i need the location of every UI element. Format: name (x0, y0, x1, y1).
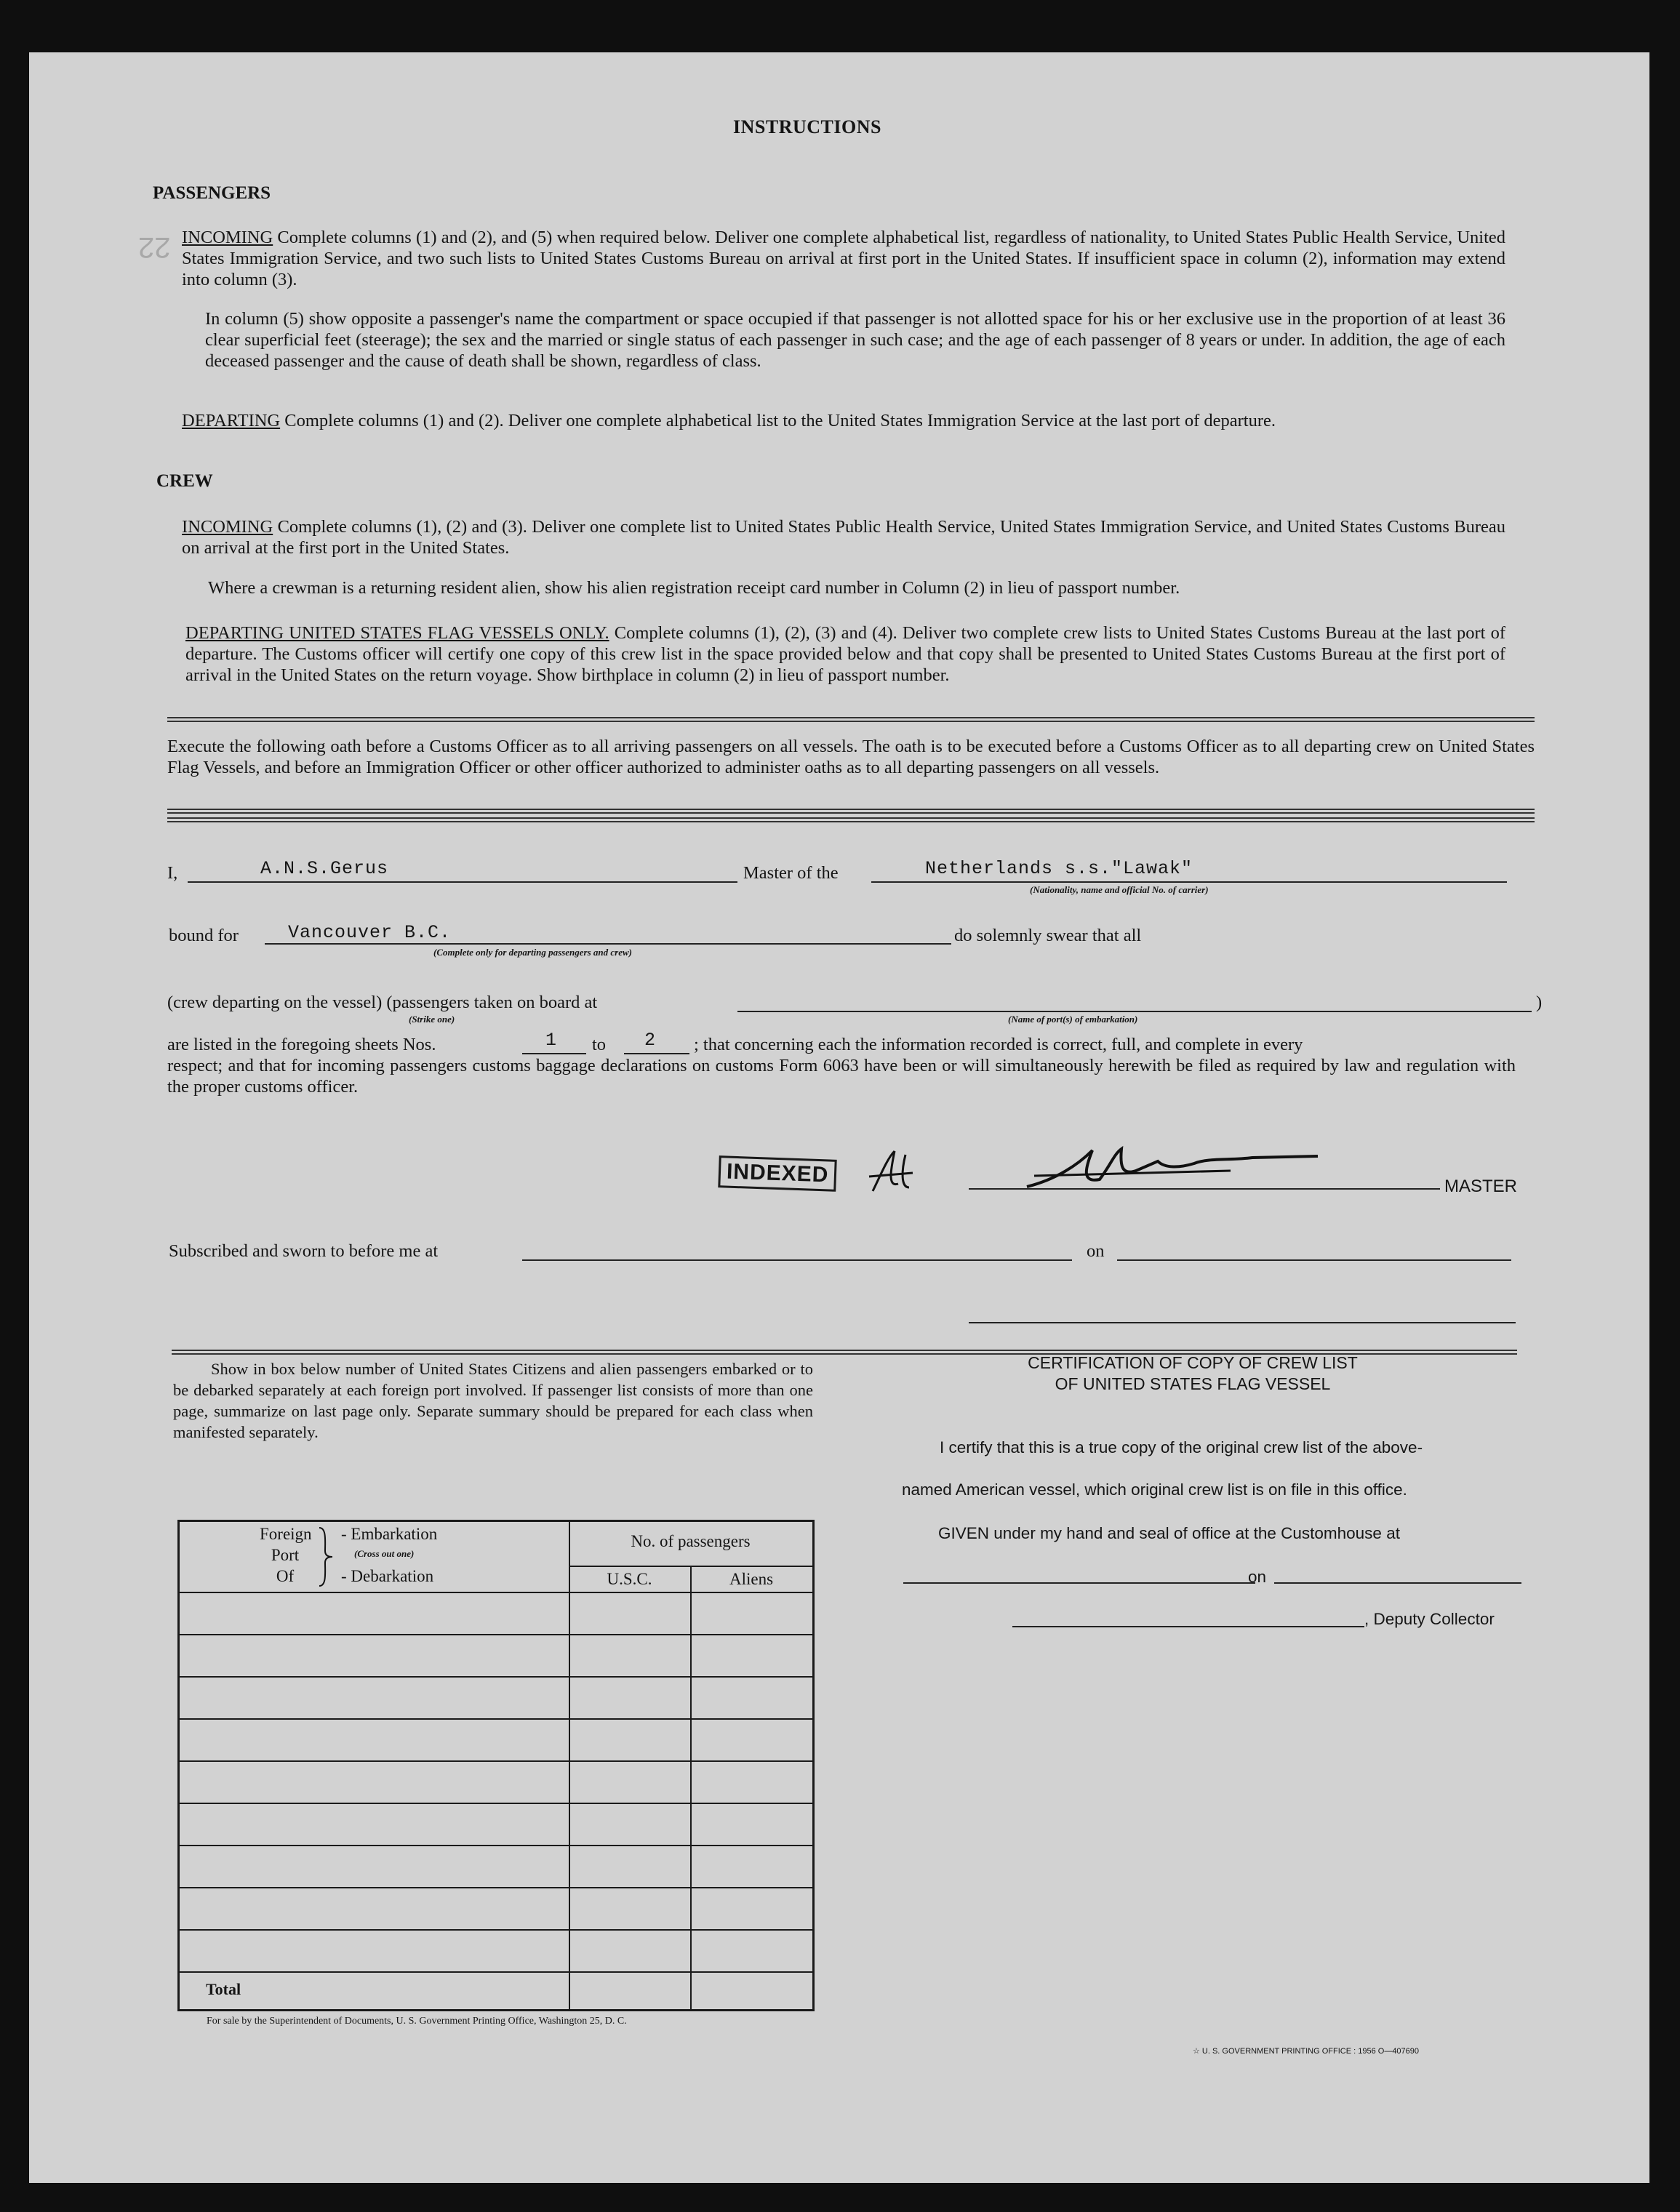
embarkation-port-line (737, 1011, 1532, 1012)
margin-number: 22 (138, 231, 171, 263)
table-row-line (180, 1845, 812, 1846)
passengers-incoming-label: INCOMING (182, 228, 273, 247)
header-foreign: Foreign (260, 1525, 312, 1543)
bound-for-line (265, 943, 951, 945)
total-label: Total (206, 1980, 241, 1998)
table-row-line (180, 1676, 812, 1678)
table-divider (569, 1522, 570, 2009)
sheet-to-value: 2 (644, 1030, 657, 1051)
passengers-departing-label: DEPARTING (182, 411, 281, 430)
certification-title-line1: CERTIFICATION OF COPY OF CREW LIST (1028, 1353, 1358, 1372)
certification-title (895, 1353, 1491, 1395)
master-signature-line (969, 1188, 1440, 1190)
form-page (29, 52, 1649, 2183)
passenger-summary-table (177, 1520, 815, 2011)
listed-prefix: are listed in the foregoing sheets Nos. (167, 1035, 436, 1054)
certification-line2: named American vessel, which original crew list is on file in this office. (902, 1480, 1407, 1499)
deputy-collector-label: , Deputy Collector (1364, 1610, 1495, 1628)
crew-incoming-paragraph (182, 516, 1505, 558)
to-label: to (592, 1035, 607, 1054)
subscribed-on-label: on (1087, 1241, 1105, 1261)
table-row-line (180, 1971, 812, 1973)
sheet-from-value: 1 (545, 1030, 558, 1051)
strike-caption: (Strike one) (409, 1014, 455, 1025)
vessel-value: Netherlands s.s."Lawak" (925, 858, 1193, 879)
bound-for-caption: (Complete only for departing passengers and crew) (433, 947, 632, 958)
crew-departing-text: (crew departing on the vessel) (passengers taken on board at (167, 993, 598, 1012)
header-usc: U.S.C. (607, 1570, 652, 1588)
certification-title-line2: OF UNITED STATES FLAG VESSEL (1055, 1374, 1331, 1393)
table-row-line (180, 1760, 812, 1762)
vessel-line (871, 881, 1507, 883)
passengers-heading: PASSENGERS (153, 183, 271, 203)
bound-for-value: Vancouver B.C. (288, 922, 452, 943)
master-signature (1012, 1136, 1376, 1201)
bound-for-label: bound for (169, 926, 239, 945)
crew-resident-paragraph: Where a crewman is a returning resident alien, show his alien registration receipt card number in Column (2) in lieu of passport number. (208, 578, 1180, 598)
close-paren: ) (1536, 993, 1543, 1012)
table-row-line (180, 1887, 812, 1888)
passengers-departing-paragraph (182, 410, 1505, 431)
initials-mark (865, 1147, 924, 1198)
master-of-label: Master of the (743, 863, 839, 883)
passengers-incoming-paragraph (182, 227, 1505, 290)
table-row-line (180, 1718, 812, 1720)
listed-suffix: ; that concerning each the information recorded is correct, full, and complete in every (694, 1035, 1303, 1054)
certification-on-label: on (1248, 1568, 1267, 1586)
passengers-column5-paragraph: In column (5) show opposite a passenger's name the compartment or space occupied if that passenger is not allotted space for his or her exclusive use in the proportion of at least 36 clear superficial feet (steerage); the sex and the married or single status of each passenger in such case; and the age of each passenger of 8 years or under. In addition, the age of each deceased passenger and the cause of death shall be shown, regardless of class. (205, 309, 1505, 371)
oath-i-label: I, (167, 863, 178, 883)
table-divider (569, 1566, 812, 1567)
crew-departing-text: Complete columns (1), (2), (3) and (4). Deliver two complete crew lists to United States Customs Bureau at the last port of departure. The Customs officer will certify one copy of this crew list in the space provided below and that copy shall be presented to United States Customs Bureau at the first port of arrival in the United States on the return voyage. Show birthplace in column (2) in lieu of passport number. (185, 623, 1505, 685)
crew-departing-label: DEPARTING UNITED STATES FLAG VESSELS ONLY. (185, 623, 609, 643)
brace-icon (316, 1526, 335, 1587)
divider (167, 717, 1535, 722)
crew-heading: CREW (156, 471, 213, 491)
table-divider (690, 1566, 692, 2009)
table-row-line (180, 1929, 812, 1931)
swear-text: do solemnly swear that all (954, 926, 1142, 945)
subscribed-place-line (522, 1259, 1072, 1261)
subscribed-date-line (1117, 1259, 1511, 1261)
crew-departing-paragraph (185, 622, 1505, 686)
header-port: Port (271, 1546, 300, 1564)
passengers-departing-text: Complete columns (1) and (2). Deliver one complete alphabetical list to the United States Immigration Service at the last port of departure. (284, 411, 1276, 430)
header-cross-out: (Cross out one) (354, 1548, 415, 1559)
divider (167, 809, 1535, 814)
certification-line3: GIVEN under my hand and seal of office at the Customhouse at (938, 1524, 1400, 1542)
passengers-incoming-text: Complete columns (1) and (2), and (5) when required below. Deliver one complete alphabetical list, regardless of nationality, to United States Public Health Service, United States Immigration Service, and two such lists to United States Customs Bureau on arrival at first port in the United States. If insufficient space in column (2), information may extend into column (3). (182, 228, 1505, 289)
summary-instructions: Show in box below number of United States Citizens and alien passengers embarked or to be debarked separately at each foreign port involved. If passenger list consists of more than one page, summarize on last page only. Separate summary should be prepared for each class when manifested separately. (173, 1360, 813, 1441)
certification-line1: I certify that this is a true copy of the original crew list of the above- (940, 1438, 1423, 1456)
listed-rest: respect; and that for incoming passengers customs baggage declarations on customs Form 6063 have been or will simultaneously herewith be filed as required by law and regulation with the proper customs officer. (167, 1056, 1516, 1097)
sheet-to-line (624, 1053, 689, 1054)
master-name-value: A.N.S.Gerus (260, 858, 389, 879)
footer-right: ☆ U. S. GOVERNMENT PRINTING OFFICE : 1956 O—407690 (1193, 2047, 1420, 2056)
master-label: MASTER (1444, 1177, 1518, 1196)
crew-incoming-text: Complete columns (1), (2) and (3). Deliver one complete list to United States Public Health Service, United States Immigration Service, and United States Customs Bureau on arrival at the first port in the United States. (182, 517, 1505, 558)
master-name-line (188, 881, 737, 883)
deputy-collector-line (1012, 1626, 1364, 1627)
customhouse-line (903, 1582, 1255, 1584)
header-of: Of (276, 1567, 295, 1585)
subscribed-label: Subscribed and sworn to before me at (169, 1241, 439, 1261)
header-no-passengers: No. of passengers (631, 1532, 751, 1550)
vessel-caption: (Nationality, name and official No. of carrier) (1030, 884, 1209, 895)
indexed-stamp: INDEXED (718, 1155, 837, 1192)
crew-incoming-label: INCOMING (182, 517, 273, 537)
page-title: INSTRUCTIONS (733, 116, 881, 137)
header-debarkation: - Debarkation (341, 1567, 434, 1585)
official-signature-line (969, 1322, 1516, 1323)
header-aliens: Aliens (729, 1570, 774, 1588)
table-header-bottom (180, 1592, 812, 1593)
certification-date-line (1274, 1582, 1521, 1584)
header-embarkation: - Embarkation (341, 1525, 438, 1543)
oath-instruction-paragraph: Execute the following oath before a Customs Officer as to all arriving passengers on all vessels. The oath is to be executed before a Customs Officer as to all departing crew on United States Flag Vessels, and before an Immigration Officer or other officer authorized to administer oaths as to all departing passengers on all vessels. (167, 737, 1535, 777)
table-row-line (180, 1803, 812, 1804)
divider (167, 817, 1535, 822)
sheet-from-line (522, 1053, 586, 1054)
ports-caption: (Name of port(s) of embarkation) (1008, 1014, 1138, 1025)
table-row-line (180, 1634, 812, 1635)
footer-left: For sale by the Superintendent of Documents, U. S. Government Printing Office, Washington 25, D. C. (207, 2016, 627, 2027)
